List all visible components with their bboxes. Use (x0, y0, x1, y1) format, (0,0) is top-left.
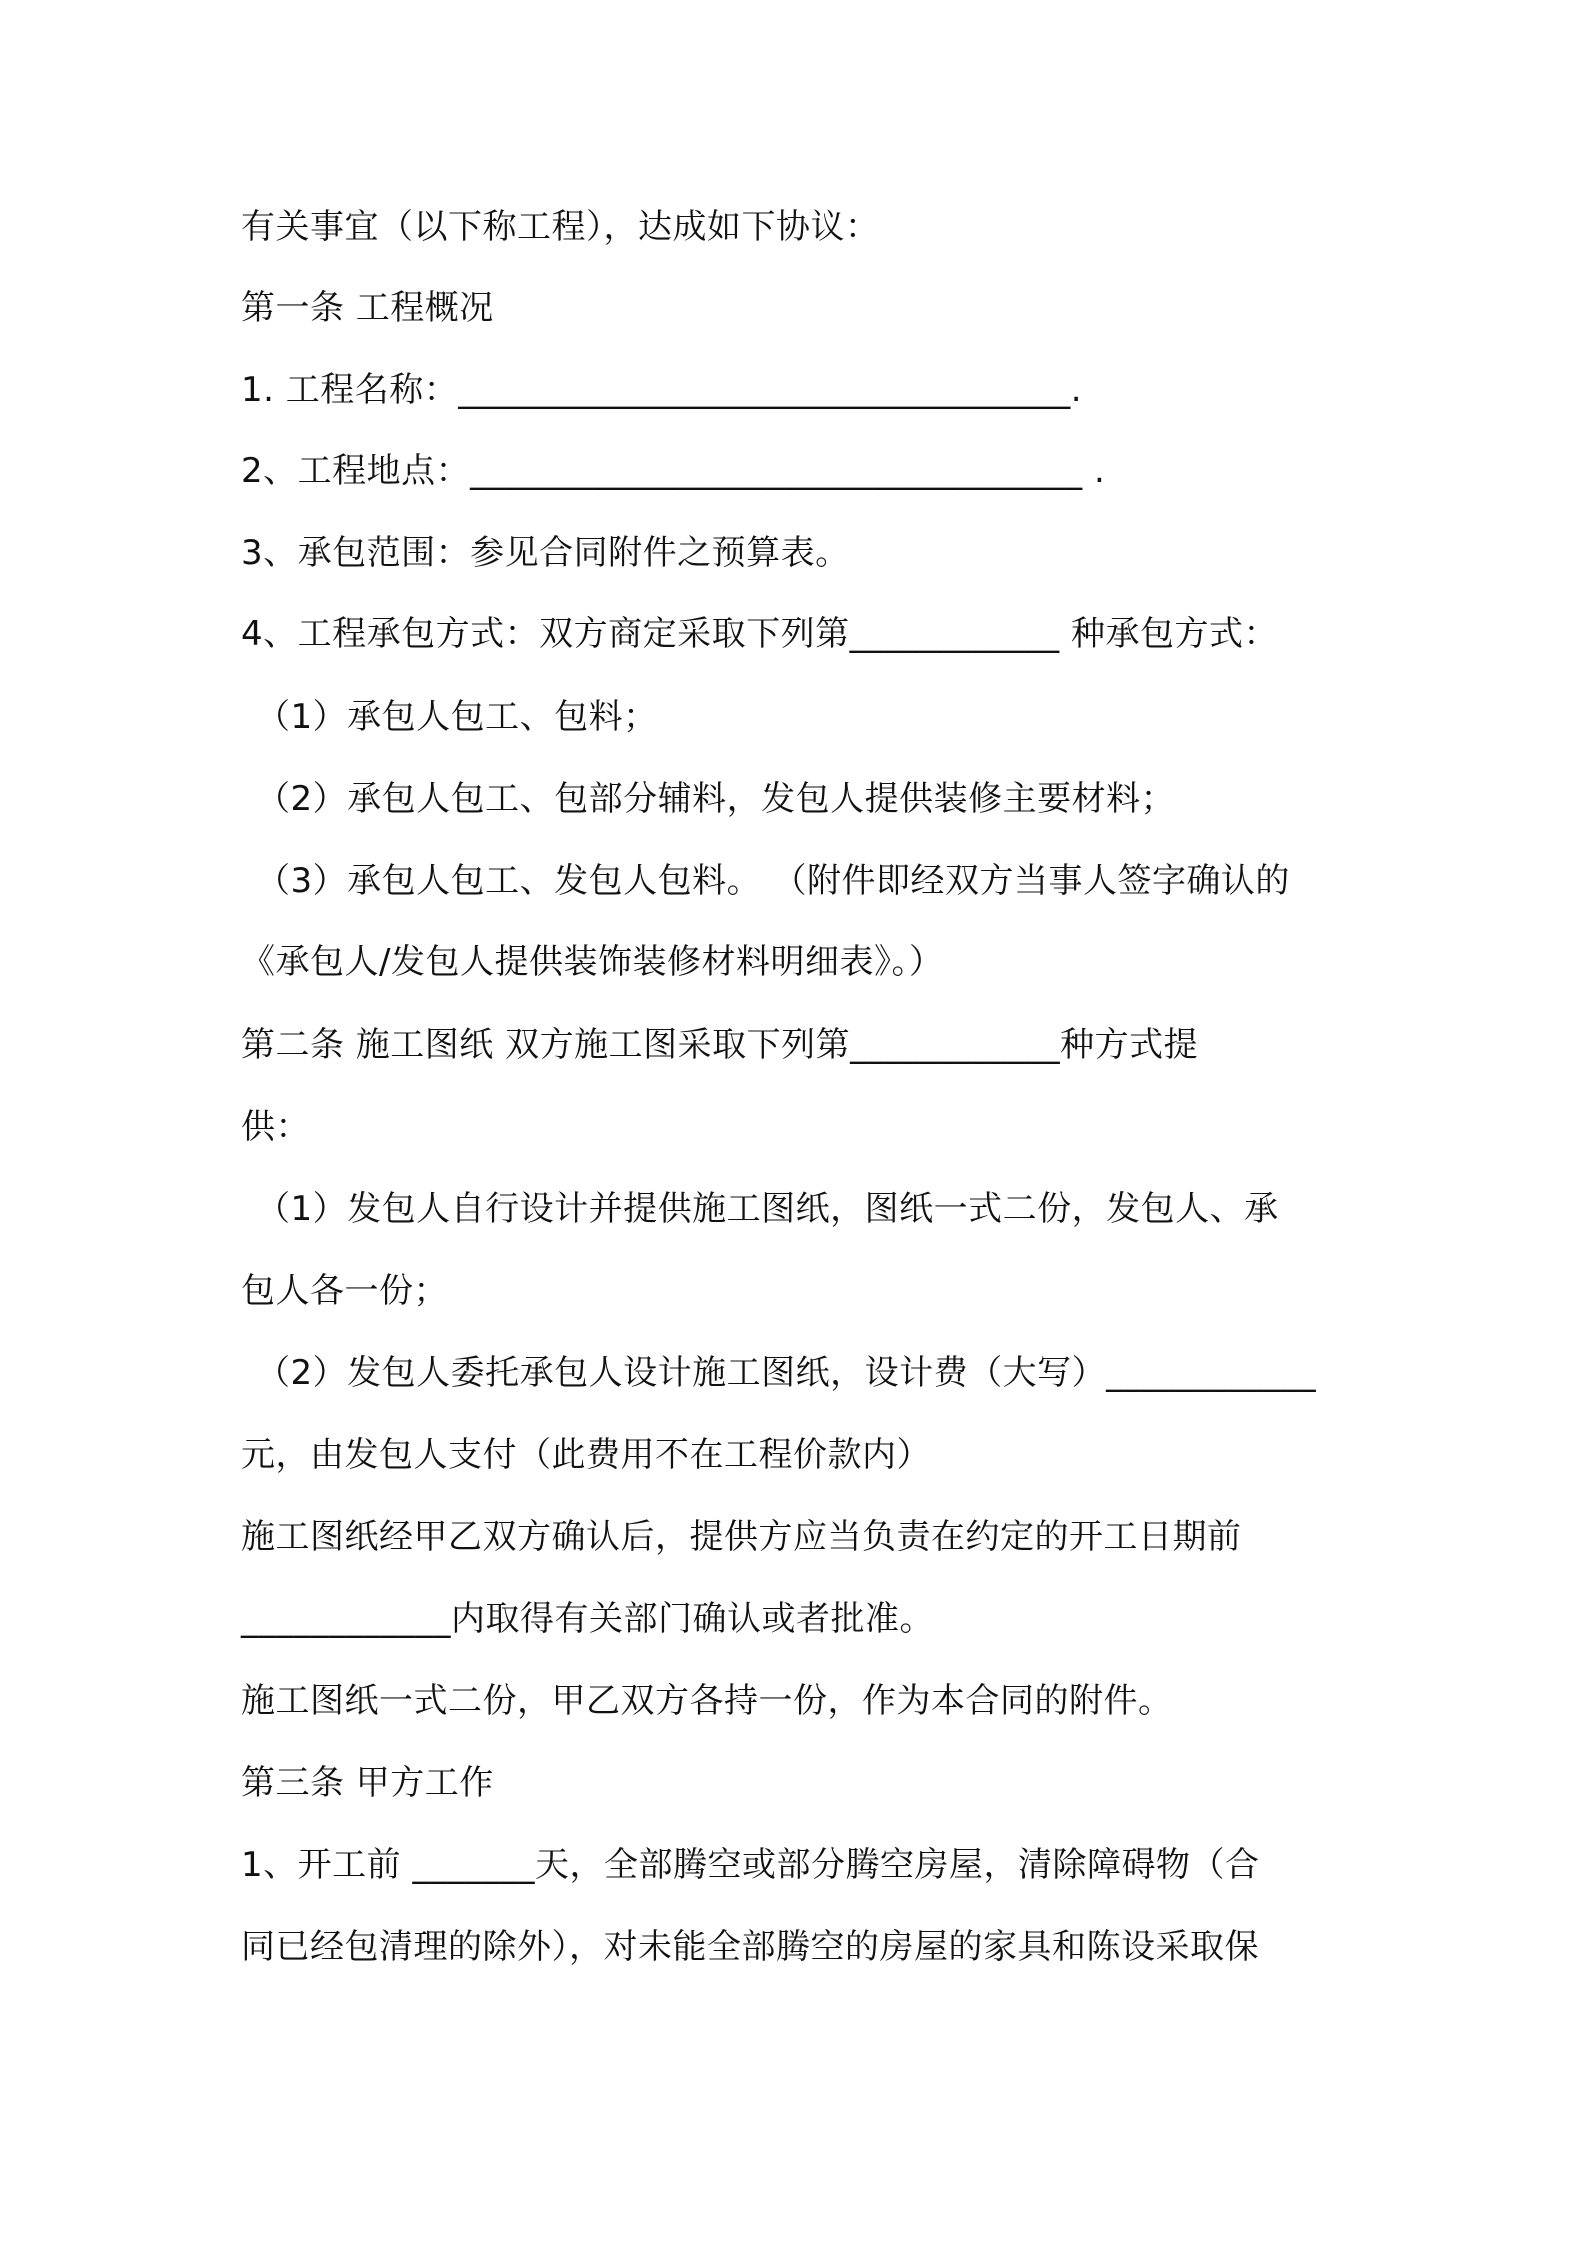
party-a-work-line-2: 同已经包清理的除外），对未能全部腾空的房屋的家具和陈设采取保 (241, 1927, 1259, 1967)
article-2-continuation: 供： (241, 1107, 310, 1147)
option-3-line: （3）承包人包工、发包人包料。 （附件即经双方当事人签字确认的 (256, 861, 1290, 901)
project-location-line: 2、工程地点：___________________________________ . (241, 451, 1106, 491)
material-list-line: 《承包人/发包人提供装饰装修材料明细表》。） (241, 942, 944, 982)
contract-method-line: 4、工程承包方式：双方商定采取下列第____________ 种承包方式： (241, 614, 1278, 654)
project-name-line: 1. 工程名称：___________________________________. (241, 370, 1083, 410)
approval-line: ____________内取得有关部门确认或者批准。 (241, 1599, 934, 1639)
article-3-heading: 第三条 甲方工作 (241, 1763, 494, 1803)
article-2-heading: 第二条 施工图纸 双方施工图采取下列第____________种方式提 (241, 1025, 1199, 1065)
intro-line: 有关事宜（以下称工程），达成如下协议： (241, 207, 880, 247)
drawing-option-2-line: （2）发包人委托承包人设计施工图纸，设计费（大写）____________ (256, 1353, 1317, 1393)
drawing-fee-line: 元，由发包人支付（此费用不在工程价款内） (241, 1435, 931, 1475)
contract-scope-line: 3、承包范围：参见合同附件之预算表。 (241, 533, 850, 573)
drawing-confirmation-line: 施工图纸经甲乙双方确认后，提供方应当负责在约定的开工日期前 (241, 1517, 1242, 1557)
party-a-work-line-1: 1、开工前 _______天，全部腾空或部分腾空房屋，清除障碍物（合 (241, 1845, 1260, 1885)
drawing-option-1-line: （1）发包人自行设计并提供施工图纸，图纸一式二份，发包人、承 (256, 1189, 1279, 1229)
option-1-line: （1）承包人包工、包料； (256, 697, 658, 737)
drawing-copies-line: 施工图纸一式二份，甲乙双方各持一份，作为本合同的附件。 (241, 1681, 1173, 1721)
option-2-line: （2）承包人包工、包部分辅料，发包人提供装修主要材料； (256, 779, 1176, 819)
article-1-heading: 第一条 工程概况 (241, 288, 494, 328)
drawing-option-1-continuation: 包人各一份； (241, 1271, 448, 1311)
